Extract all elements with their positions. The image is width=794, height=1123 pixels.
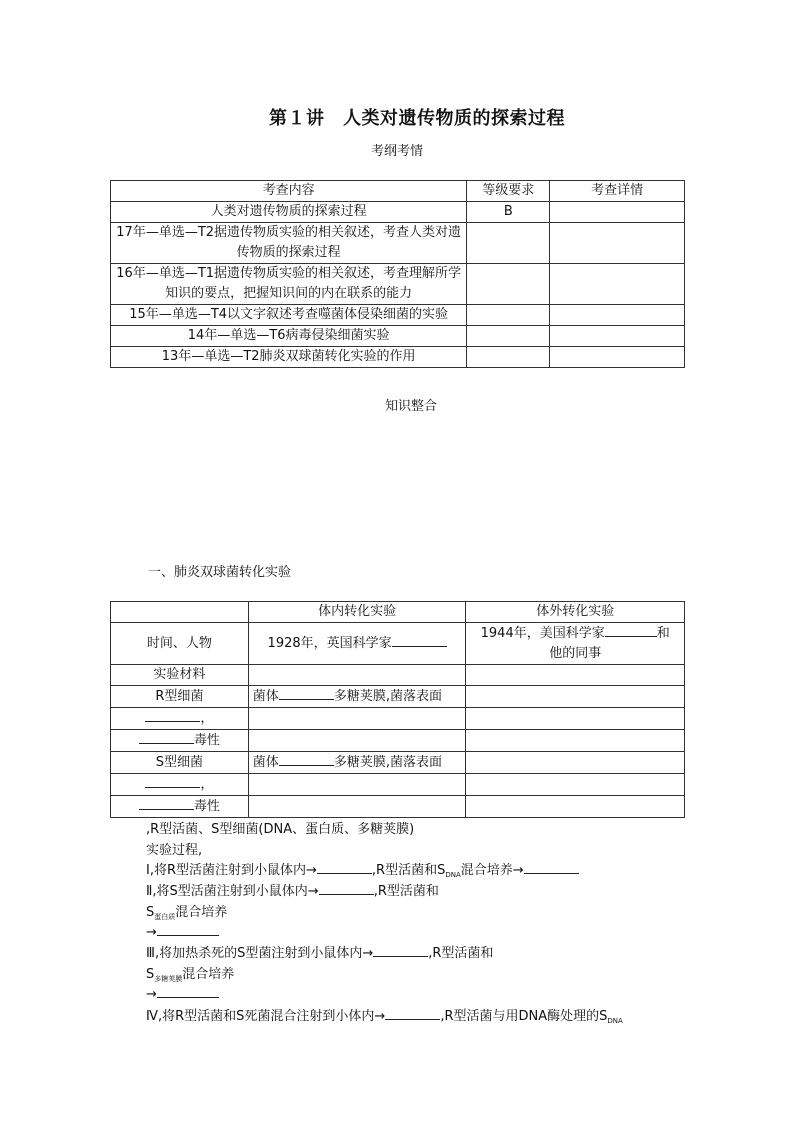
fill-blank[interactable] [157, 984, 219, 998]
p2-c: S [146, 905, 155, 920]
fill-blank[interactable] [139, 730, 194, 744]
p4-sub: DNA [607, 1017, 623, 1025]
fill-blank[interactable] [319, 881, 374, 895]
p1-sub: DNA [445, 871, 461, 879]
in-vivo-time-text: 1928年，英国科学家 [267, 636, 392, 651]
table-row [111, 686, 685, 708]
row-content: 人类对遗传物质的探索过程 [111, 202, 467, 223]
row-content: 15年—单选—T4以文字叙述考查噬菌体侵染细菌的实验 [111, 305, 467, 326]
header-content: 考查内容 [111, 181, 467, 202]
fill-blank[interactable] [145, 774, 200, 788]
row-content: 14年—单选—T6病毒侵染细菌实验 [111, 326, 467, 347]
empty-cell [248, 796, 466, 818]
empty-cell [248, 665, 466, 686]
comma: ， [200, 711, 214, 726]
table-row [111, 774, 685, 796]
empty-cell [466, 686, 685, 708]
row-level [467, 264, 550, 305]
empty-cell [466, 730, 685, 752]
materials-line: ,R型活菌、S型细菌(DNA、蛋白质、多糖荚膜) [146, 822, 415, 837]
fill-blank[interactable] [605, 623, 657, 637]
r-cell-desc [248, 686, 466, 708]
table-row [111, 752, 685, 774]
fill-blank[interactable] [392, 633, 447, 647]
p1-b: ,R型活菌和S [371, 863, 446, 878]
in-vitro-colleagues: 他的同事 [549, 646, 602, 661]
table-row [111, 730, 685, 752]
table-row [111, 796, 685, 818]
fill-blank[interactable] [139, 796, 194, 810]
table-row [111, 305, 685, 326]
p3-sub: 多糖荚膜 [154, 975, 183, 983]
row-level: B [467, 202, 550, 223]
row-level [467, 326, 550, 347]
table-row [111, 264, 685, 305]
procedure-4 [146, 1005, 623, 1025]
s-cell-desc [248, 752, 466, 774]
procedure-3 [146, 942, 493, 961]
process-heading: 实验过程, [146, 843, 203, 858]
fill-blank[interactable] [373, 943, 428, 957]
p3-d: 混合培养 [182, 967, 235, 982]
empty-cell [466, 796, 685, 818]
table-row [111, 665, 685, 686]
header-detail: 考查详情 [550, 181, 685, 202]
row-content: 13年—单选—T2肺炎双球菌转化实验的作用 [111, 347, 467, 368]
header-empty [111, 602, 249, 623]
in-vitro-and: 和 [656, 626, 670, 641]
in-vitro-time-text: 1944年，美国科学家 [480, 626, 605, 641]
in-vivo-time-cell [248, 623, 466, 665]
r-colony-cell [111, 708, 249, 730]
p3-a: Ⅲ,将加热杀死的S型菌注射到小鼠体内→ [146, 946, 374, 961]
r-toxic-cell [111, 730, 249, 752]
p1-c: 混合培养→ [460, 863, 524, 878]
header-in-vitro: 体外转化实验 [466, 602, 685, 623]
row-detail [550, 223, 685, 264]
toxic-label: 毒性 [193, 733, 220, 748]
fill-blank[interactable] [524, 860, 579, 874]
p3-b: ,R型活菌和 [428, 946, 494, 961]
row-level [467, 223, 550, 264]
header-level: 等级要求 [467, 181, 550, 202]
arrow: → [146, 987, 157, 1002]
empty-cell [248, 730, 466, 752]
s-colony-cell [111, 774, 249, 796]
row-detail [550, 264, 685, 305]
cell-prefix: 菌体 [252, 689, 279, 704]
table-row [111, 708, 685, 730]
procedure-2 [146, 880, 439, 899]
procedure-2-result [146, 922, 219, 940]
section-title: 知识整合 [384, 399, 437, 414]
table-row [111, 326, 685, 347]
fill-blank[interactable] [157, 922, 219, 936]
p2-a: Ⅱ,将S型活菌注射到小鼠体内→ [146, 884, 319, 899]
row-label-r: R型细菌 [111, 686, 249, 708]
table-row [111, 223, 685, 264]
row-content: 16年—单选—T1据遗传物质实验的相关叙述，考查理解所学知识的要点，把握知识间的内在联系的能力 [111, 264, 467, 305]
procedure-3-cont [146, 963, 234, 984]
fill-blank[interactable] [385, 1006, 440, 1020]
in-vitro-time-cell [466, 623, 685, 665]
procedure-1 [146, 859, 579, 879]
page-title: 第１讲 人类对遗传物质的探索过程 [269, 108, 565, 129]
arrow: → [146, 925, 157, 940]
row-label-material: 实验材料 [111, 665, 249, 686]
table-row [111, 623, 685, 665]
p4-a: Ⅳ,将R型活菌和S死菌混合注射到小体内→ [146, 1009, 386, 1024]
cell-suffix: 多糖荚膜,菌落表面 [333, 689, 442, 704]
section-heading: 一、肺炎双球菌转化实验 [148, 565, 292, 580]
p2-d: 混合培养 [175, 905, 228, 920]
fill-blank[interactable] [279, 686, 334, 700]
fill-blank[interactable] [317, 860, 372, 874]
s-toxic-cell [111, 796, 249, 818]
fill-blank[interactable] [145, 708, 200, 722]
p1-a: Ⅰ,将R型活菌注射到小鼠体内→ [146, 863, 317, 878]
toxic-label: 毒性 [193, 799, 220, 814]
row-label-time: 时间、人物 [111, 623, 249, 665]
table-header-row [111, 181, 685, 202]
row-level [467, 347, 550, 368]
row-detail [550, 305, 685, 326]
empty-cell [248, 708, 466, 730]
exam-outline-table [110, 180, 685, 368]
empty-cell [466, 774, 685, 796]
procedure-3-result [146, 984, 219, 1002]
comma: ， [200, 777, 214, 792]
p2-b: ,R型活菌和 [373, 884, 439, 899]
empty-cell [466, 665, 685, 686]
cell-suffix: 多糖荚膜,菌落表面 [333, 755, 442, 770]
empty-cell [248, 774, 466, 796]
empty-cell [466, 708, 685, 730]
empty-cell [466, 752, 685, 774]
table-row [111, 202, 685, 223]
page-subtitle: 考纲考情 [370, 144, 423, 159]
row-content: 17年—单选—T2据遗传物质实验的相关叙述，考查人类对遗传物质的探索过程 [111, 223, 467, 264]
p2-sub: 蛋白质 [154, 913, 176, 921]
procedure-2-cont [146, 901, 227, 922]
p4-b: ,R型活菌与用DNA酶处理的S [440, 1009, 608, 1024]
fill-blank[interactable] [279, 752, 334, 766]
table-header-row [111, 602, 685, 623]
row-detail [550, 202, 685, 223]
row-detail [550, 326, 685, 347]
cell-prefix: 菌体 [252, 755, 279, 770]
table-row [111, 347, 685, 368]
transformation-table [110, 601, 685, 818]
row-level [467, 305, 550, 326]
p3-c: S [146, 967, 155, 982]
row-detail [550, 347, 685, 368]
header-in-vivo: 体内转化实验 [248, 602, 466, 623]
row-label-s: S型细菌 [111, 752, 249, 774]
